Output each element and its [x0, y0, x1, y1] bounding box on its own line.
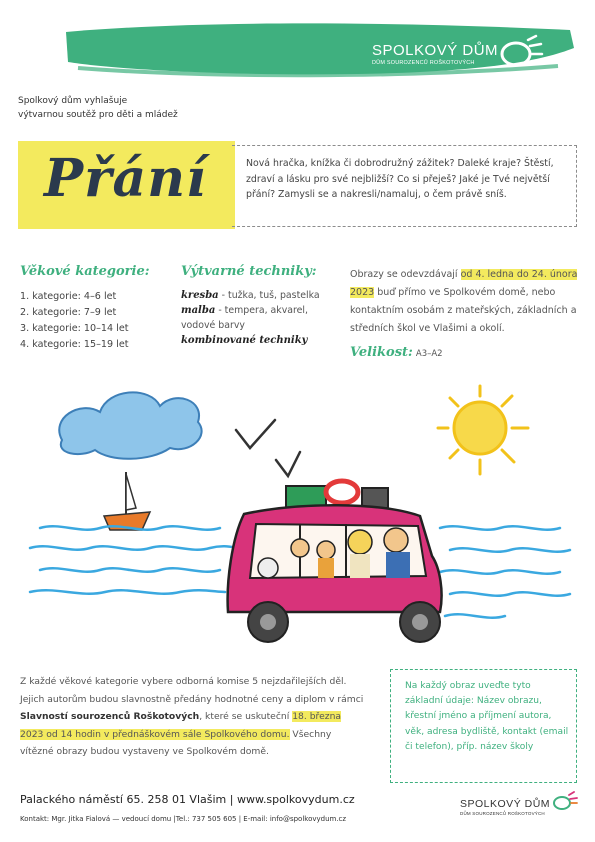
techniques-heading: Výtvarné techniky: [181, 264, 317, 279]
event-date: 18. března 2023 od 14 hodin v přednáškovém sále Spolkového domu. [20, 711, 342, 740]
dog-icon [258, 558, 278, 578]
submission-info [350, 266, 580, 363]
results-text [20, 673, 365, 761]
father-icon [384, 528, 408, 552]
child-icon [317, 541, 335, 559]
cloud-icon [59, 392, 201, 458]
footer-logo-mark-icon [550, 790, 578, 814]
footer-logo-subtitle: DŮM SOUROZENCŮ ROŠKOTOVÝCH [460, 811, 545, 816]
submission-text [350, 266, 580, 338]
intro-text: Nová hračka, knížka či dobrodružný zážitek? Daleké kraje? Štěstí, zdraví a lásku pro své nejbližší? Co si přeješ? Jaké je Tvé největší přání? Zamysli se a nakresli/namaluj, o čem právě sníš. [246, 158, 554, 201]
child-icon [291, 539, 309, 557]
age-categories [20, 264, 150, 353]
entry-requirements-note: Na každý obraz uveďte tyto základní údaje: Název obrazu, křestní jméno a příjmení autora, věk, adresa bydliště, kontakt (email či telefon), příp. název školy [405, 681, 569, 752]
age-item: 2. kategorie: 7–9 let [20, 307, 117, 318]
size-info [350, 344, 580, 363]
results-part: Všechny vítězné obrazy budou vystaveny ve Spolkovém domě. [20, 728, 332, 758]
age-item: 3. kategorie: 10–14 let [20, 323, 129, 334]
results-part: , které se uskuteční [199, 711, 293, 723]
results-part: Z každé věkové kategorie vybere odborná komise 5 nejzdařilejších děl. Jejich autorům budou slavnostně předány hodnotné ceny a diplom v rámci [20, 676, 364, 705]
submission-part: buď přímo ve Spolkovém domě, nebo kontaktním osobám z mateřských, základních a středních škol ve Vlašimi a okolí. [350, 287, 577, 334]
sun-icon [438, 386, 528, 474]
bird-icon [276, 452, 300, 476]
sailboat-icon [104, 472, 150, 530]
event-name: Slavností sourozenců Roškotových [20, 711, 200, 723]
submission-dates: od 4. ledna do 24. února 2023 [350, 269, 578, 298]
announce-line-1: Spolkový dům vyhlašuje [18, 96, 128, 106]
bag-icon [362, 488, 388, 508]
footer-logo [460, 798, 550, 816]
size-value: A3–A2 [415, 349, 443, 359]
techniques [181, 264, 336, 348]
technique-desc: - tempera, akvarel, vodové barvy [181, 305, 309, 331]
announcement [18, 94, 178, 122]
announce-line-2: výtvarnou soutěž pro děti a mládež [18, 110, 178, 120]
header-logo [372, 42, 498, 66]
child-drawing-illustration [0, 378, 595, 668]
mother-icon [348, 530, 372, 554]
technique-name: kombinované techniky [181, 335, 308, 346]
logo-subtitle: DŮM SOUROZENCŮ ROŠKOTOVÝCH [372, 60, 475, 66]
logo-name: SPOLKOVÝ DŮM [372, 42, 499, 59]
logo-mark-icon [494, 34, 544, 74]
age-item: 1. kategorie: 4–6 let [20, 291, 117, 302]
footer-contact: Kontakt: Mgr. Jitka Fialová — vedoucí domu |Tel.: 737 505 605 | E-mail: info@spolkovydum.cz [20, 815, 347, 823]
technique-desc: - tužka, tuš, pastelka [218, 290, 320, 301]
age-heading: Věkové kategorie: [20, 264, 150, 279]
size-label: Velikost: [350, 345, 413, 360]
footer-address: Palackého náměstí 65. 258 01 Vlašim | www.spolkovydum.cz [20, 793, 355, 806]
footer-logo-name: SPOLKOVÝ DŮM [460, 798, 551, 810]
technique-name: kresba [181, 290, 219, 301]
page-title: Přání [44, 148, 207, 209]
technique-name: malba [181, 305, 216, 316]
age-item: 4. kategorie: 15–19 let [20, 339, 129, 350]
bird-icon [236, 420, 275, 448]
lifebuoy-icon [326, 481, 358, 503]
submission-part: Obrazy se odevzdávají [350, 269, 461, 280]
